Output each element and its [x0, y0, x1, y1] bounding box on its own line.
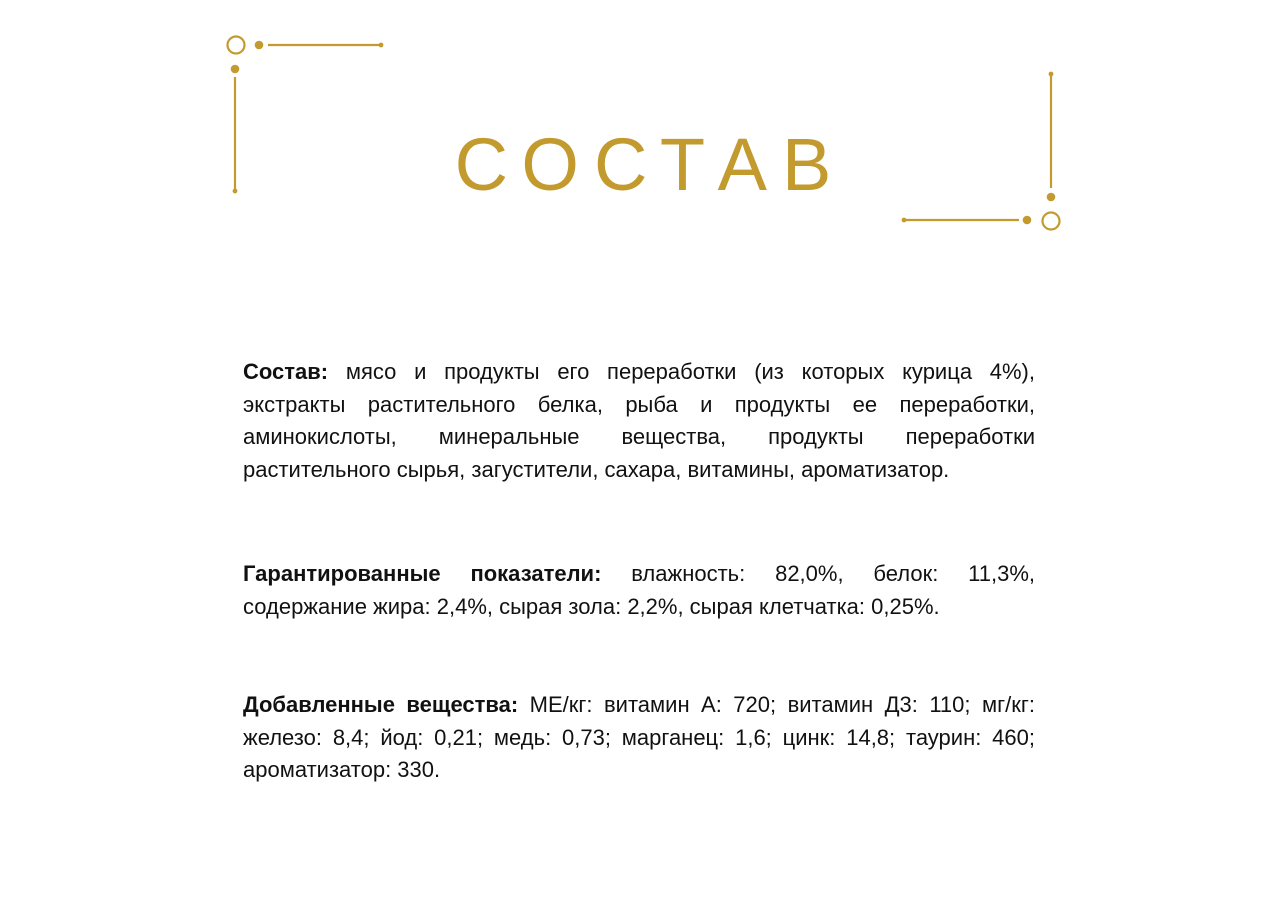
added-substances-paragraph [243, 689, 1035, 787]
added-substances-text: МЕ/кг: витамин А: 720; витамин Д3: 110; мг/кг: железо: 8,4; йод: 0,21; медь: 0,73; марганец: 1,6; цинк: 14,8; таурин: 460; ароматизатор: 330. [243, 692, 1035, 782]
added-substances-label: Добавленные вещества: [243, 692, 519, 717]
page-title: СОСТАВ [454, 122, 847, 206]
guaranteed-indicators-text: влажность: 82,0%, белок: 11,3%, содержание жира: 2,4%, сырая зола: 2,2%, сырая клетчатка: 0,25%. [243, 561, 1035, 619]
guaranteed-indicators-paragraph [243, 558, 1035, 623]
guaranteed-indicators-label: Гарантированные показатели: [243, 561, 602, 586]
composition-text: мясо и продукты его переработки (из которых курица 4%), экстракты растительного белка, рыба и продукты ее переработки, аминокислоты, минеральные вещества, продукты переработки растительного сырья, загустители, сахара, витамины, ароматизатор. [243, 359, 1035, 482]
composition-paragraph [243, 356, 1035, 486]
composition-label: Состав: [243, 359, 329, 384]
